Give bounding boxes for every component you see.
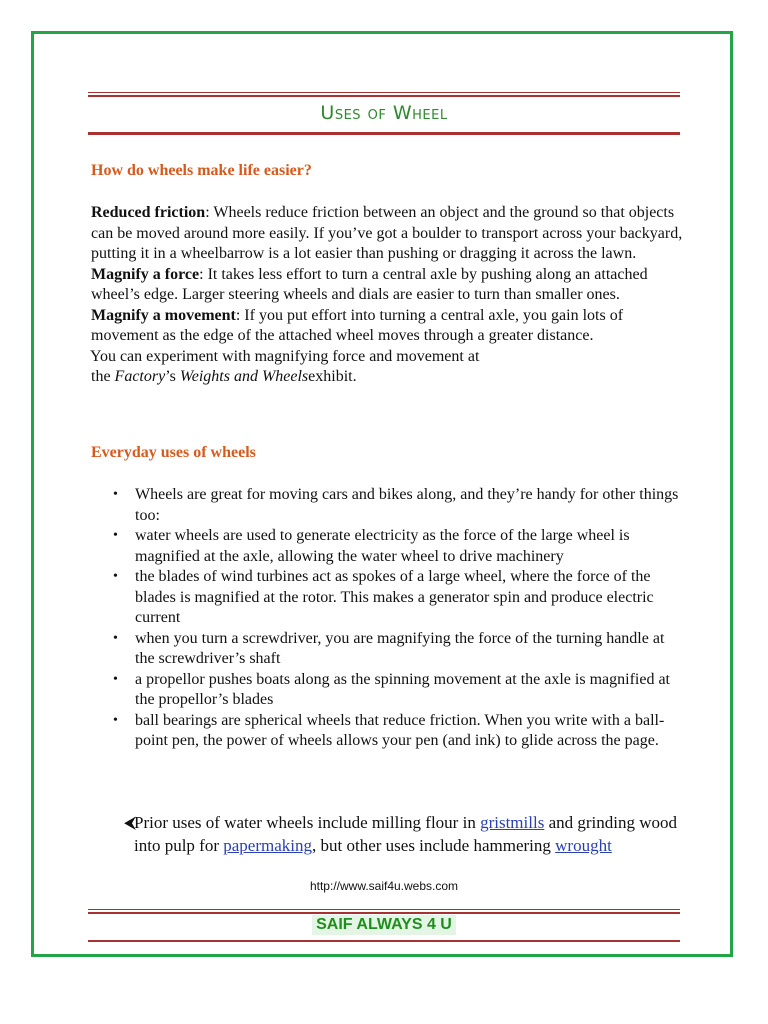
list-item: • water wheels are used to generate electricity as the force of the large wheel is magnified at the axle, allowing the water wheel to drive machinery	[91, 526, 683, 567]
prior-text-1: Prior uses of water wheels include milling flour in	[134, 813, 481, 832]
prior-text-3: , but other uses include hammering	[312, 836, 556, 855]
footer-text: SAIF ALWAYS 4 U	[312, 915, 456, 935]
link-wrought[interactable]: wrought	[555, 836, 612, 855]
paragraph-magnify-force	[91, 265, 683, 306]
paragraph-reduced-friction	[91, 203, 683, 265]
text-the: the	[91, 368, 115, 385]
footer-rule-bottom	[88, 940, 680, 942]
prior-uses-paragraph	[124, 811, 694, 857]
term-magnify-movement: Magnify a movement	[91, 306, 236, 324]
link-gristmills[interactable]: gristmills	[480, 813, 545, 832]
text-experiment: You can experiment with magnifying force and movement at	[90, 347, 480, 365]
paragraph-magnify-movement	[91, 306, 683, 347]
list-item: • when you turn a screwdriver, you are magnifying the force of the turning handle at the screwdriver’s shaft	[91, 629, 683, 670]
text-exhibit: exhibit.	[308, 368, 357, 385]
section-heading-everyday: Everyday uses of wheels	[91, 444, 256, 461]
list-item: • ball bearings are spherical wheels that reduce friction. When you write with a ball-point pen, the power of wheels allows your pen (and ink) to glide across the page.	[91, 711, 683, 752]
list-item: • the blades of wind turbines act as spokes of a large wheel, where the force of the blades is magnified at the rotor. This makes a generator spin and produce electric current	[91, 567, 683, 629]
text-magnify-force: : It takes less effort to turn a central axle by pushing along an attached wheel’s edge. Larger steering wheels and dials are easier to turn than smaller ones.	[91, 265, 648, 303]
title-rule-top	[88, 92, 680, 97]
paragraph-experiment	[90, 347, 683, 368]
term-magnify-force: Magnify a force	[91, 265, 200, 283]
title-rule-bottom	[88, 132, 680, 135]
arrow-bullet-icon: ⮜	[124, 813, 137, 832]
page-title: Uses of Wheel	[320, 102, 448, 124]
intro-paragraphs	[91, 203, 683, 388]
footer-url: http://www.saif4u.webs.com	[309, 879, 459, 893]
text-magnify-movement: : If you put effort into turning a central axle, you gain lots of movement as the edge of the attached wheel moves through a greater distance.	[91, 306, 624, 344]
section-heading-easier: How do wheels make life easier?	[91, 162, 312, 179]
footer-banner	[88, 915, 680, 935]
prior-text-2: and grinding wood into pulp for	[134, 813, 677, 855]
uses-bullet-list	[91, 485, 683, 752]
text-reduced-friction: : Wheels reduce friction between an object and the ground so that objects can be moved around more easily. If you’ve got a boulder to transport across your backyard, putting it in a wheelbarrow is a lot easier than pushing or dragging it across the lawn.	[91, 204, 683, 262]
link-papermaking[interactable]: papermaking	[223, 836, 312, 855]
text-factory: Factory	[114, 368, 166, 385]
list-item: • Wheels are great for moving cars and bikes along, and they’re handy for other things too:	[91, 485, 683, 526]
text-apostrophe: ’s	[165, 368, 180, 385]
paragraph-exhibit	[91, 367, 683, 388]
footer-rule-top	[88, 909, 680, 914]
text-exhibit-name: Weights and Wheels	[179, 368, 309, 385]
list-item: • a propellor pushes boats along as the spinning movement at the axle is magnified at the propellor’s blades	[91, 670, 683, 711]
term-reduced-friction: Reduced friction	[91, 204, 206, 221]
